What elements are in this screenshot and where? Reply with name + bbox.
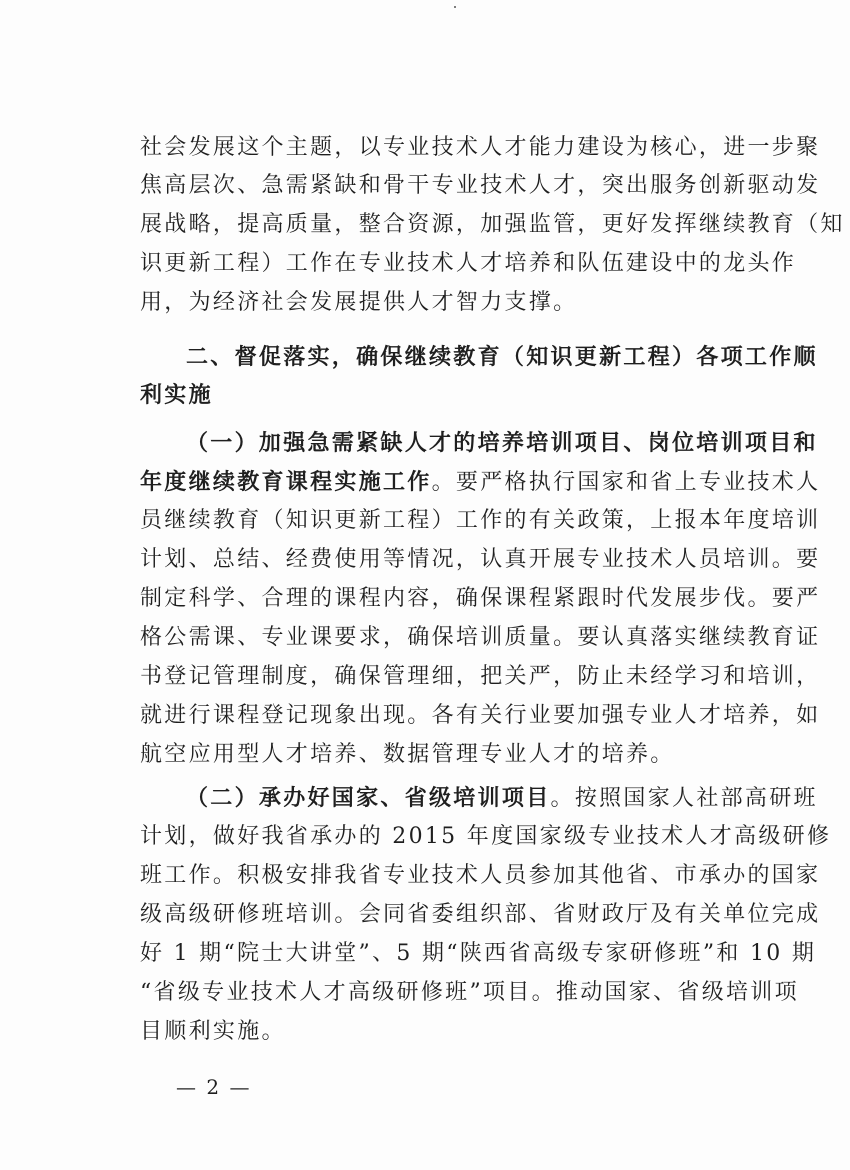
body-line: 级高级研修班培训。会同省委组织部、省财政厅及有关单位完成 — [140, 902, 821, 927]
body-line: 焦高层次、急需紧缺和骨干专业技术人才，突出服务创新驱动发 — [140, 173, 821, 198]
body-line: 航空应用型人才培养、数据管理专业人才的培养。 — [140, 742, 675, 767]
body-line: 制定科学、合理的课程内容，确保课程紧跟时代发展步伐。要严 — [140, 586, 821, 611]
subsection-heading: （一）加强急需紧缺人才的培养培训项目、岗位培训项目和 — [186, 430, 818, 456]
body-line — [140, 468, 820, 497]
body-line: 目顺利实施。 — [140, 1019, 286, 1044]
body-line: 计划，做好我省承办的 2015 年度国家级专业技术人才高级研修 — [140, 824, 832, 849]
body-line: 计划、总结、经费使用等情况，认真开展专业技术人员培训。要 — [140, 547, 821, 572]
subsection-heading: （二）承办好国家、省级培训项目 — [186, 785, 551, 811]
section-heading: 二、督促落实，确保继续教育（知识更新工程）各项工作顺 — [186, 344, 818, 370]
body-line: “省级专业技术人才高级研修班”项目。推动国家、省级培训项 — [140, 980, 799, 1005]
body-line: 用，为经济社会发展提供人才智力支撑。 — [140, 290, 578, 315]
section-heading: 利实施 — [140, 382, 213, 408]
subsection-heading: 年度继续教育课程实施工作 — [140, 469, 432, 495]
body-line: 员继续教育（知识更新工程）工作的有关政策，上报本年度培训 — [140, 508, 821, 533]
body-line: 社会发展这个主题，以专业技术人才能力建设为核心，进一步聚 — [140, 135, 821, 160]
scan-speck — [454, 6, 456, 8]
body-line — [186, 784, 818, 813]
body-line: 识更新工程）工作在专业技术人才培养和队伍建设中的龙头作 — [140, 251, 797, 276]
body-line: 就进行课程登记现象出现。各有关行业要加强专业人才培养，如 — [140, 703, 821, 728]
body-line: 展战略，提高质量，整合资源，加强监管，更好发挥继续教育（知 — [140, 212, 845, 237]
body-text: 。按照国家人社部高研班 — [550, 786, 818, 811]
body-text: 。要严格执行国家和省上专业技术人 — [431, 470, 821, 495]
body-line: 班工作。积极安排我省专业技术人员参加其他省、市承办的国家 — [140, 863, 821, 888]
body-line: 好 1 期“院士大讲堂”、5 期“陕西省高级专家研修班”和 10 期 — [140, 941, 817, 966]
body-line: 格公需课、专业课要求，确保培训质量。要认真落实继续教育证 — [140, 625, 821, 650]
page-number: — 2 — — [176, 1075, 252, 1099]
body-line: 书登记管理制度，确保管理细，把关严，防止未经学习和培训， — [140, 664, 821, 689]
